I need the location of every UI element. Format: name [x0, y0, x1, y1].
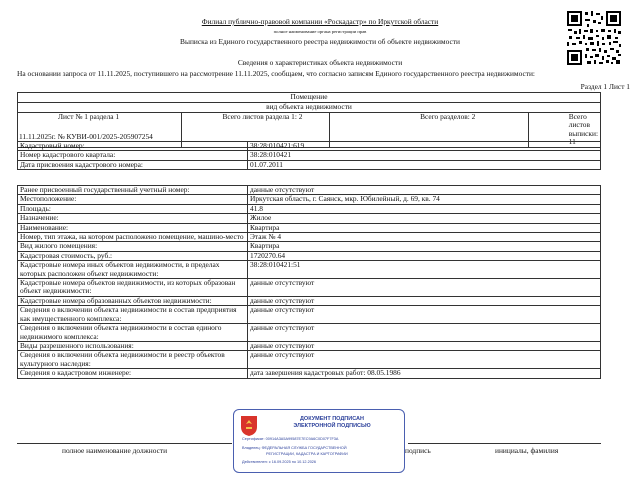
row-label: Ранее присвоенный государственный учетный номер:: [18, 186, 248, 195]
object-type: Помещение: [18, 93, 601, 103]
table-row: [18, 160, 601, 169]
row-label: Сведения о включении объекта недвижимости в состав единого недвижимого комплекса:: [18, 324, 248, 342]
table-row: [18, 351, 601, 369]
row-value: данные отсутствуют: [248, 341, 601, 350]
row-label: Кадастровый номер:: [18, 142, 248, 151]
reference-number: 11.11.2025г. № КУВИ-001/2025-205907254: [19, 132, 153, 141]
signature-caption: подпись: [405, 446, 431, 455]
stamp-certificate: Сертификат: 00914A3A5A99587E7EC9A6C0D07F7F3A: [242, 437, 339, 441]
total-sections: Всего разделов: 2: [330, 113, 529, 148]
table-row: [18, 242, 601, 251]
row-value: Этаж № 4: [248, 233, 601, 242]
row-value: данные отсутствуют: [248, 324, 601, 342]
name-line: [408, 443, 601, 444]
table-row: [18, 369, 601, 378]
name-caption: инициалы, фамилия: [495, 446, 559, 455]
row-value: данные отсутствуют: [248, 351, 601, 369]
row-label: Наименование:: [18, 223, 248, 232]
basic-info-table: [17, 141, 601, 170]
org-name: Филиал публично-правовой компании «Роскадастр» по Иркутской области: [201, 17, 439, 26]
table-row: [18, 214, 601, 223]
doc-title: Выписка из Единого государственного реестра недвижимости об объекте недвижимости: [180, 37, 460, 46]
row-label: Площадь:: [18, 204, 248, 213]
row-label: Вид жилого помещения:: [18, 242, 248, 251]
row-value: 38:28:010421: [248, 151, 601, 160]
stamp-validity: Действителен: с 16.09.2025 по 10.12.2026: [242, 460, 317, 464]
row-label: Сведения о включении объекта недвижимости в реестр объектов культурного наследия:: [18, 351, 248, 369]
row-value: 38:28:010421:51: [248, 261, 601, 279]
row-label: Сведения о кадастровом инженере:: [18, 369, 248, 378]
row-value: 38:28:010421:619: [248, 142, 601, 151]
row-value: Квартира: [248, 242, 601, 251]
electronic-signature-stamp: [233, 409, 405, 473]
row-label: Номер, тип этажа, на котором расположено помещение, машино-место: [18, 233, 248, 242]
row-label: Местоположение:: [18, 195, 248, 204]
table-row: [18, 261, 601, 279]
emblem-icon: [240, 415, 258, 437]
row-value: Иркутская область, г. Саянск, мкр. Юбилейный, д. 69, кв. 74: [248, 195, 601, 204]
table-row: [18, 151, 601, 160]
table-row: [18, 324, 601, 342]
row-value: данные отсутствуют: [248, 186, 601, 195]
row-label: Назначение:: [18, 214, 248, 223]
row-value: данные отсутствуют: [248, 306, 601, 324]
position-caption: полное наименование должности: [62, 446, 168, 455]
stamp-line1: ДОКУМЕНТ ПОДПИСАН: [300, 416, 364, 422]
row-value: 41.8: [248, 204, 601, 213]
object-type-caption: вид объекта недвижимости: [18, 103, 601, 113]
row-value: дата завершения кадастровых работ: 08.05.1986: [248, 369, 601, 378]
total-sheets: Всего листов выписки: 11: [528, 113, 600, 148]
row-label: Кадастровая стоимость, руб.:: [18, 251, 248, 260]
row-label: Сведения о включении объекта недвижимости в состав предприятия как имущественного комплекса:: [18, 306, 248, 324]
row-value: Квартира: [248, 223, 601, 232]
table-row: [18, 279, 601, 297]
row-label: Номер кадастрового квартала:: [18, 151, 248, 160]
row-label: Виды разрешенного использования:: [18, 341, 248, 350]
stamp-owner: Владелец: ФЕДЕРАЛЬНАЯ СЛУЖБА ГОСУДАРСТВЕННОЙ: [242, 446, 347, 450]
intro-text: На основании запроса от 11.11.2025, поступившего на рассмотрение 11.11.2025, сообщаем, что согласно записям Единого государственного реестра недвижимости:: [17, 69, 535, 78]
position-line: [17, 443, 232, 444]
table-row: [18, 204, 601, 213]
row-value: 01.07.2011: [248, 160, 601, 169]
row-value: данные отсутствуют: [248, 279, 601, 297]
section-title: Сведения о характеристиках объекта недвижимости: [237, 58, 403, 67]
row-value: данные отсутствуют: [248, 296, 601, 305]
details-table: [17, 185, 601, 379]
row-label: Кадастровые номера объектов недвижимости, из которых образован объект недвижимости:: [18, 279, 248, 297]
table-row: [18, 233, 601, 242]
row-label: Кадастровые номера образованных объектов недвижимости:: [18, 296, 248, 305]
row-value: 1720270.64: [248, 251, 601, 260]
stamp-line2: ЭЛЕКТРОННОЙ ПОДПИСЬЮ: [293, 423, 371, 429]
org-caption: полное наименование органа регистрации прав: [273, 29, 367, 34]
row-value: Жилое: [248, 214, 601, 223]
row-label: Дата присвоения кадастрового номера:: [18, 160, 248, 169]
sheet-number: Лист № 1 раздела 1: [18, 113, 182, 148]
table-row: [18, 306, 601, 324]
stamp-owner-2: РЕГИСТРАЦИИ, КАДАСТРА И КАРТОГРАФИИ: [266, 452, 348, 456]
qr-code: [566, 10, 622, 66]
sheet-reference: Раздел 1 Лист 1: [580, 82, 630, 91]
total-sheets-section: Всего листов раздела 1: 2: [182, 113, 330, 148]
table-row: [18, 195, 601, 204]
row-label: Кадастровые номера иных объектов недвижимости, в пределах которых расположен объект недвижимости:: [18, 261, 248, 279]
